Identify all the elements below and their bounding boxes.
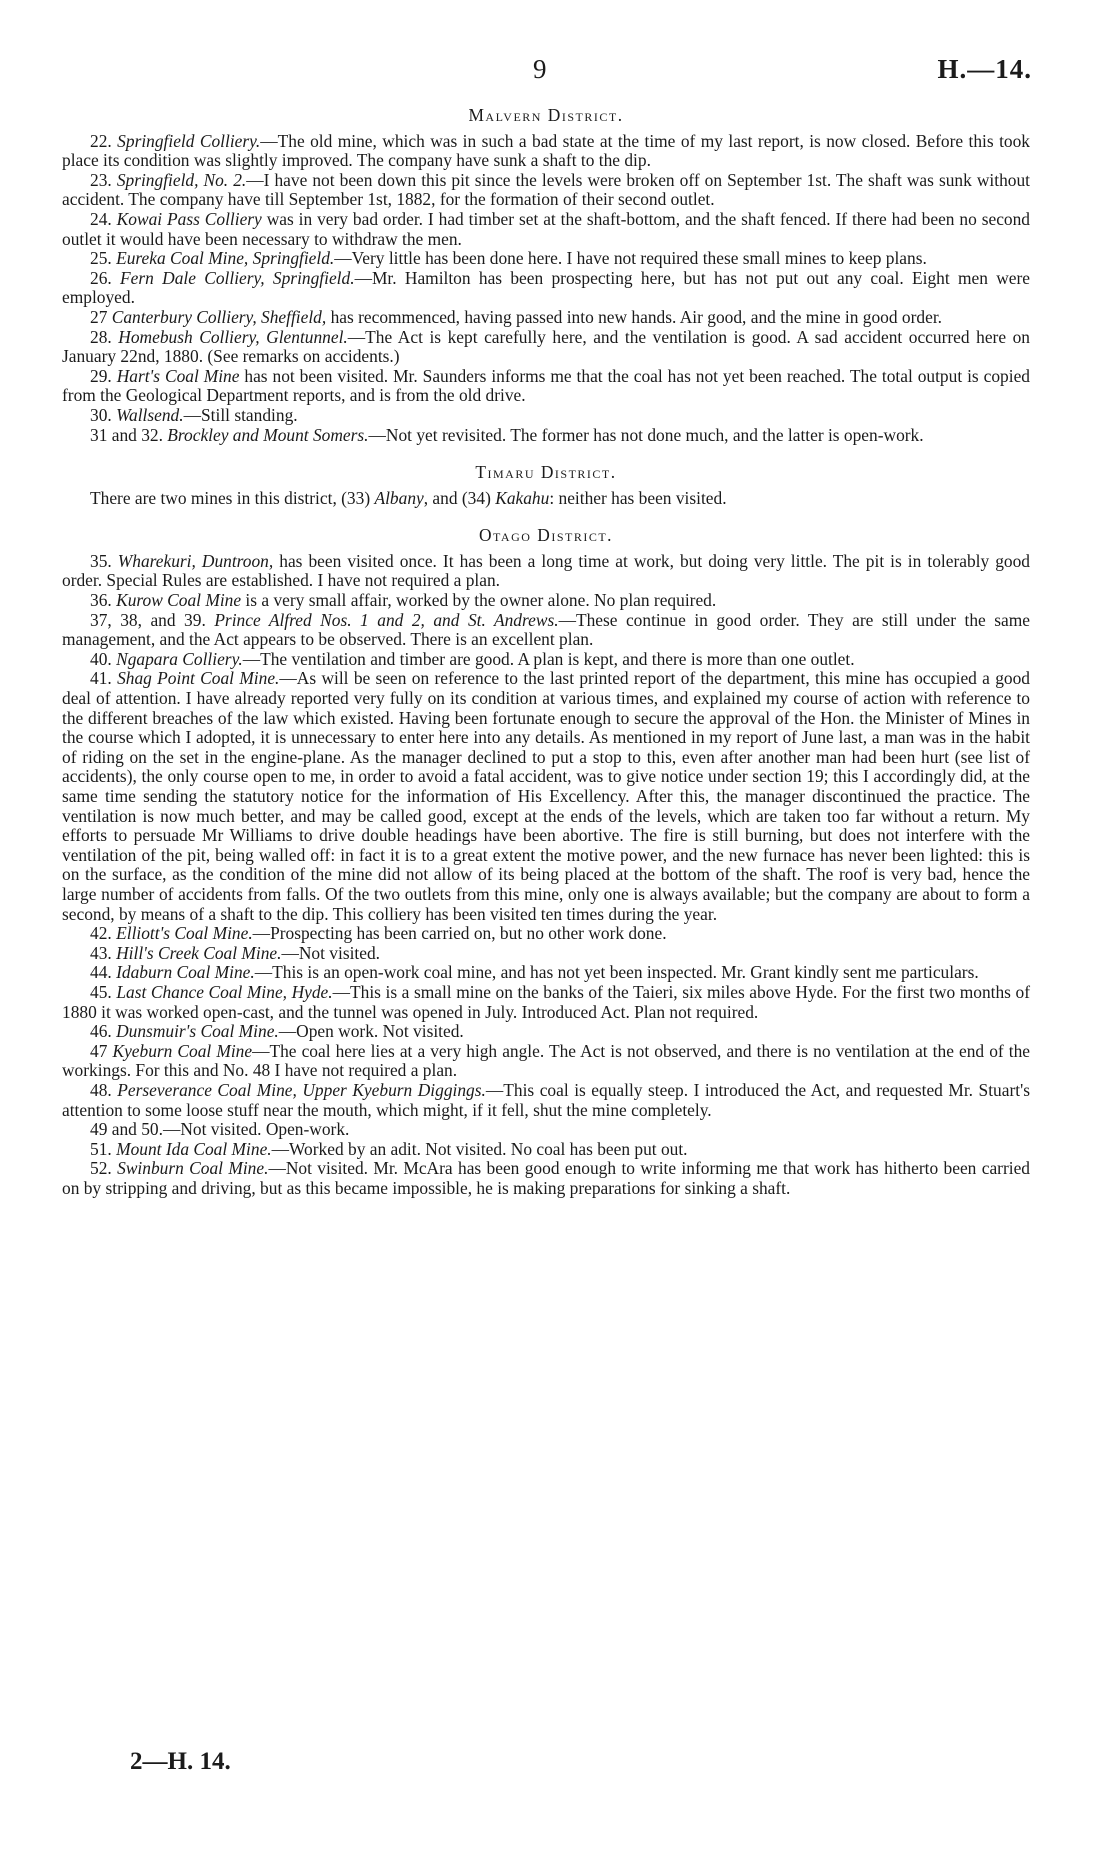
entry-47 — [62, 1042, 1030, 1081]
timaru-intro — [62, 489, 1030, 509]
entry-text: —The old mine, which was in such a bad state at the time of my last report, is now closed. Before this took place its condition was slightly improved. The company have sunk a shaft to the dip. — [62, 130, 1030, 171]
entry-46 — [62, 1022, 1030, 1042]
entry-28 — [62, 328, 1030, 367]
entry-number: 24. — [90, 208, 112, 229]
entry-number: 48. — [90, 1079, 112, 1100]
entry-number: 23. — [90, 169, 112, 190]
entry-text: —As will be seen on reference to the last printed report of the department, this mine has occupied a good deal of attention. I have already reported very fully on its condition at various times, and explained my course of action with reference to the different breaches of the law which existed. Having been fortunate enough to secure the approval of the Hon. the Minister of Mines in the course which I adopted, it is unnecessary to enter here into any details. As mentioned in my report of June last, a man was in the habit of riding on the set in the engine-plane. As the manager declined to put a stop to this, even after another man had been hurt (see list of accidents), the only course open to me, in order to avoid a fatal accident, was to give notice under section 19; this I accordingly did, at the same time sending the statutory notice for the information of His Excellency. After this, the manager discontinued the practice. The ventilation is now much better, and may be called good, except at the ends of the levels, which are taken too far without a return. My efforts to persuade Mr Williams to drive double headings have been abortive. The fire is still burning, but does not interfere with the ventilation of the pit, being walled off: in fact it is to a great extent the motive power, and the new furnace has never been lighted: this is on the surface, as the condition of the mine did not allow of its being placed at the bottom of the shaft. The roof is very bad, hence the large number of accidents from falls. Of the two outlets from this mine, only one is always available; but the company are about to form a second, by means of a shaft to the dip. This colliery has been visited ten times during the year. — [62, 668, 1030, 924]
report-body — [62, 106, 1030, 1198]
entry-text: —The Act is kept carefully here, and the ventilation is good. A sad accident occurred here on January 22nd, 1880. (See remarks on accidents.) — [62, 326, 1030, 367]
entry-text: —Prospecting has been carried on, but no other work done. — [252, 923, 667, 944]
entry-30 — [62, 406, 1030, 426]
mine-name: Perseverance Coal Mine, Upper Kyeburn Diggings. — [117, 1079, 486, 1100]
entry-41 — [62, 669, 1030, 924]
entry-number: 29. — [90, 365, 112, 386]
mine-name: Hill's Creek Coal Mine. — [116, 942, 282, 963]
entry-number: 42. — [90, 923, 112, 944]
entry-number: 40. — [90, 648, 112, 669]
entry-27 — [62, 308, 1030, 328]
mine-name: Hart's Coal Mine — [116, 365, 240, 386]
document-reference: H.—14. — [937, 54, 1032, 84]
entry-36 — [62, 591, 1030, 611]
entry-48 — [62, 1081, 1030, 1120]
entry-23 — [62, 171, 1030, 210]
entry-text: —This coal is equally steep. I introduced the Act, and requested Mr. Stuart's attention to some loose stuff near the mouth, which might, if it fell, shut the mine completely. — [62, 1079, 1030, 1120]
entry-text: —Not visited. Open-work. — [162, 1119, 350, 1140]
entry-43 — [62, 944, 1030, 964]
mine-name: Albany — [374, 487, 424, 508]
entry-number: 31 and 32. — [90, 424, 163, 445]
entry-37-39 — [62, 611, 1030, 650]
mine-name: Wharekuri, Duntroon, — [117, 550, 274, 571]
entry-text: has recommenced, having passed into new hands. Air good, and the mine in good order. — [326, 306, 942, 327]
mine-name: Elliott's Coal Mine. — [116, 923, 253, 944]
entry-number: 30. — [90, 404, 112, 425]
entry-text: —Open work. Not visited. — [278, 1021, 464, 1042]
entry-26 — [62, 269, 1030, 308]
entry-51 — [62, 1140, 1030, 1160]
mine-name: Fern Dale Colliery, Springfield. — [120, 267, 355, 288]
entry-52 — [62, 1159, 1030, 1198]
mine-name: Prince Alfred Nos. 1 and 2, and St. Andrews. — [214, 609, 559, 630]
entry-number: 25. — [90, 248, 112, 269]
entry-35 — [62, 552, 1030, 591]
mine-name: Canterbury Colliery, Sheffield, — [111, 306, 327, 327]
mine-name: Kyeburn Coal Mine — [112, 1040, 253, 1061]
mine-name: Kowai Pass Colliery — [116, 208, 262, 229]
section-heading-timaru: Timaru District. — [475, 462, 617, 483]
entry-number: 36. — [90, 590, 112, 611]
entry-text: —Not visited. Mr. McAra has been good enough to write informing me that work has hitherto been carried on by stripping and driving, but as this became impossible, he is making preparations for sinking a shaft. — [62, 1158, 1030, 1198]
entry-45 — [62, 983, 1030, 1022]
entry-44 — [62, 963, 1030, 983]
entry-text: has not been visited. Mr. Saunders informs me that the coal has not yet been reached. The total output is copied from the Geological Department reports, and is from the old drive. — [62, 365, 1030, 406]
intro-text: , and (34) — [423, 487, 496, 508]
entry-text: —This is an open-work coal mine, and has not yet been inspected. Mr. Grant kindly sent me particulars. — [254, 962, 979, 983]
entry-text: —Not yet revisited. The former has not done much, and the latter is open-work. — [368, 424, 924, 445]
entry-text: —I have not been down this pit since the levels were broken off on September 1st. The shaft was sunk without accident. The company have till September 1st, 1882, for the formation of their second outlet. — [62, 169, 1030, 210]
entry-29 — [62, 367, 1030, 406]
mine-name: Brockley and Mount Somers. — [167, 424, 369, 445]
mine-name: Idaburn Coal Mine. — [116, 962, 255, 983]
mine-name: Dunsmuir's Coal Mine. — [116, 1021, 279, 1042]
entry-number: 26. — [90, 267, 112, 288]
mine-name: Homebush Colliery, Glentunnel. — [118, 326, 348, 347]
mine-name: Ngapara Colliery. — [116, 648, 243, 669]
intro-text: There are two mines in this district, (33) — [90, 487, 375, 508]
entry-text: was in very bad order. I had timber set at the shaft-bottom, and the shaft fenced. If there had been no second outlet it would have been necessary to withdraw the men. — [62, 208, 1030, 249]
mine-name: Kakahu — [495, 487, 550, 508]
entry-number: 45. — [90, 981, 112, 1002]
entry-24 — [62, 210, 1030, 249]
section-heading-malvern: Malvern District. — [468, 105, 624, 125]
entry-number: 52. — [90, 1158, 112, 1179]
entry-number: 49 and 50. — [90, 1119, 163, 1140]
mine-name: Wallsend. — [116, 404, 184, 425]
entry-text: —The ventilation and timber are good. A plan is kept, and there is more than one outlet. — [242, 648, 855, 669]
entry-40 — [62, 650, 1030, 670]
entry-number: 41. — [90, 668, 112, 689]
intro-text: : neither has been visited. — [549, 487, 727, 508]
entry-number: 47 — [90, 1040, 108, 1061]
entry-22 — [62, 132, 1030, 171]
entry-text: —Mr. Hamilton has been prospecting here, but has not put out any coal. Eight men were employed. — [62, 267, 1030, 308]
entry-text: is a very small affair, worked by the owner alone. No plan required. — [241, 590, 717, 611]
entry-number: 22. — [90, 130, 112, 151]
entry-25 — [62, 249, 1030, 269]
entry-number: 35. — [90, 550, 112, 571]
entry-text: —Still standing. — [183, 404, 298, 425]
mine-name: Eureka Coal Mine, Springfield. — [116, 248, 335, 269]
entry-42 — [62, 924, 1030, 944]
entry-number: 51. — [90, 1138, 112, 1159]
entry-text: —Worked by an adit. Not visited. No coal has been put out. — [271, 1138, 688, 1159]
mine-name: Mount Ida Coal Mine. — [116, 1138, 272, 1159]
entry-text: —The coal here lies at a very high angle. The Act is not observed, and there is no ventilation at the end of the workings. For this and No. 48 I have not required a plan. — [62, 1040, 1030, 1081]
mine-name: Shag Point Coal Mine. — [117, 668, 280, 689]
page-number: 9 — [533, 54, 547, 84]
entry-number: 46. — [90, 1021, 112, 1042]
entry-number: 37, 38, and 39. — [90, 609, 206, 630]
mine-name: Springfield, No. 2. — [116, 169, 247, 190]
entry-31-32 — [62, 426, 1030, 446]
entry-text: —This is a small mine on the banks of the Taieri, six miles above Hyde. For the first two months of 1880 it was worked open-cast, and the tunnel was opened in July. Introduced Act. Plan not required. — [62, 981, 1030, 1022]
entry-text: —These continue in good order. They are still under the same management, and the Act appears to be observed. There is an excellent plan. — [62, 609, 1030, 650]
entry-text: —Very little has been done here. I have not required these small mines to keep plans. — [334, 248, 927, 269]
mine-name: Kurow Coal Mine — [116, 590, 242, 611]
entry-text: —Not visited. — [281, 942, 381, 963]
entry-number: 27 — [90, 306, 108, 327]
entry-number: 43. — [90, 942, 112, 963]
mine-name: Swinburn Coal Mine. — [117, 1158, 269, 1179]
entry-49-50 — [62, 1120, 1030, 1140]
entry-number: 28. — [90, 326, 112, 347]
entry-number: 44. — [90, 962, 112, 983]
mine-name: Springfield Colliery. — [117, 130, 261, 151]
entry-text: has been visited once. It has been a long time at work, but doing very little. The pit is in tolerably good order. Special Rules are established. I have not required a plan. — [62, 550, 1030, 591]
section-heading-otago: Otago District. — [478, 525, 613, 546]
mine-name: Last Chance Coal Mine, Hyde. — [116, 981, 333, 1002]
signature-mark: 2—H. 14. — [130, 1748, 231, 1775]
